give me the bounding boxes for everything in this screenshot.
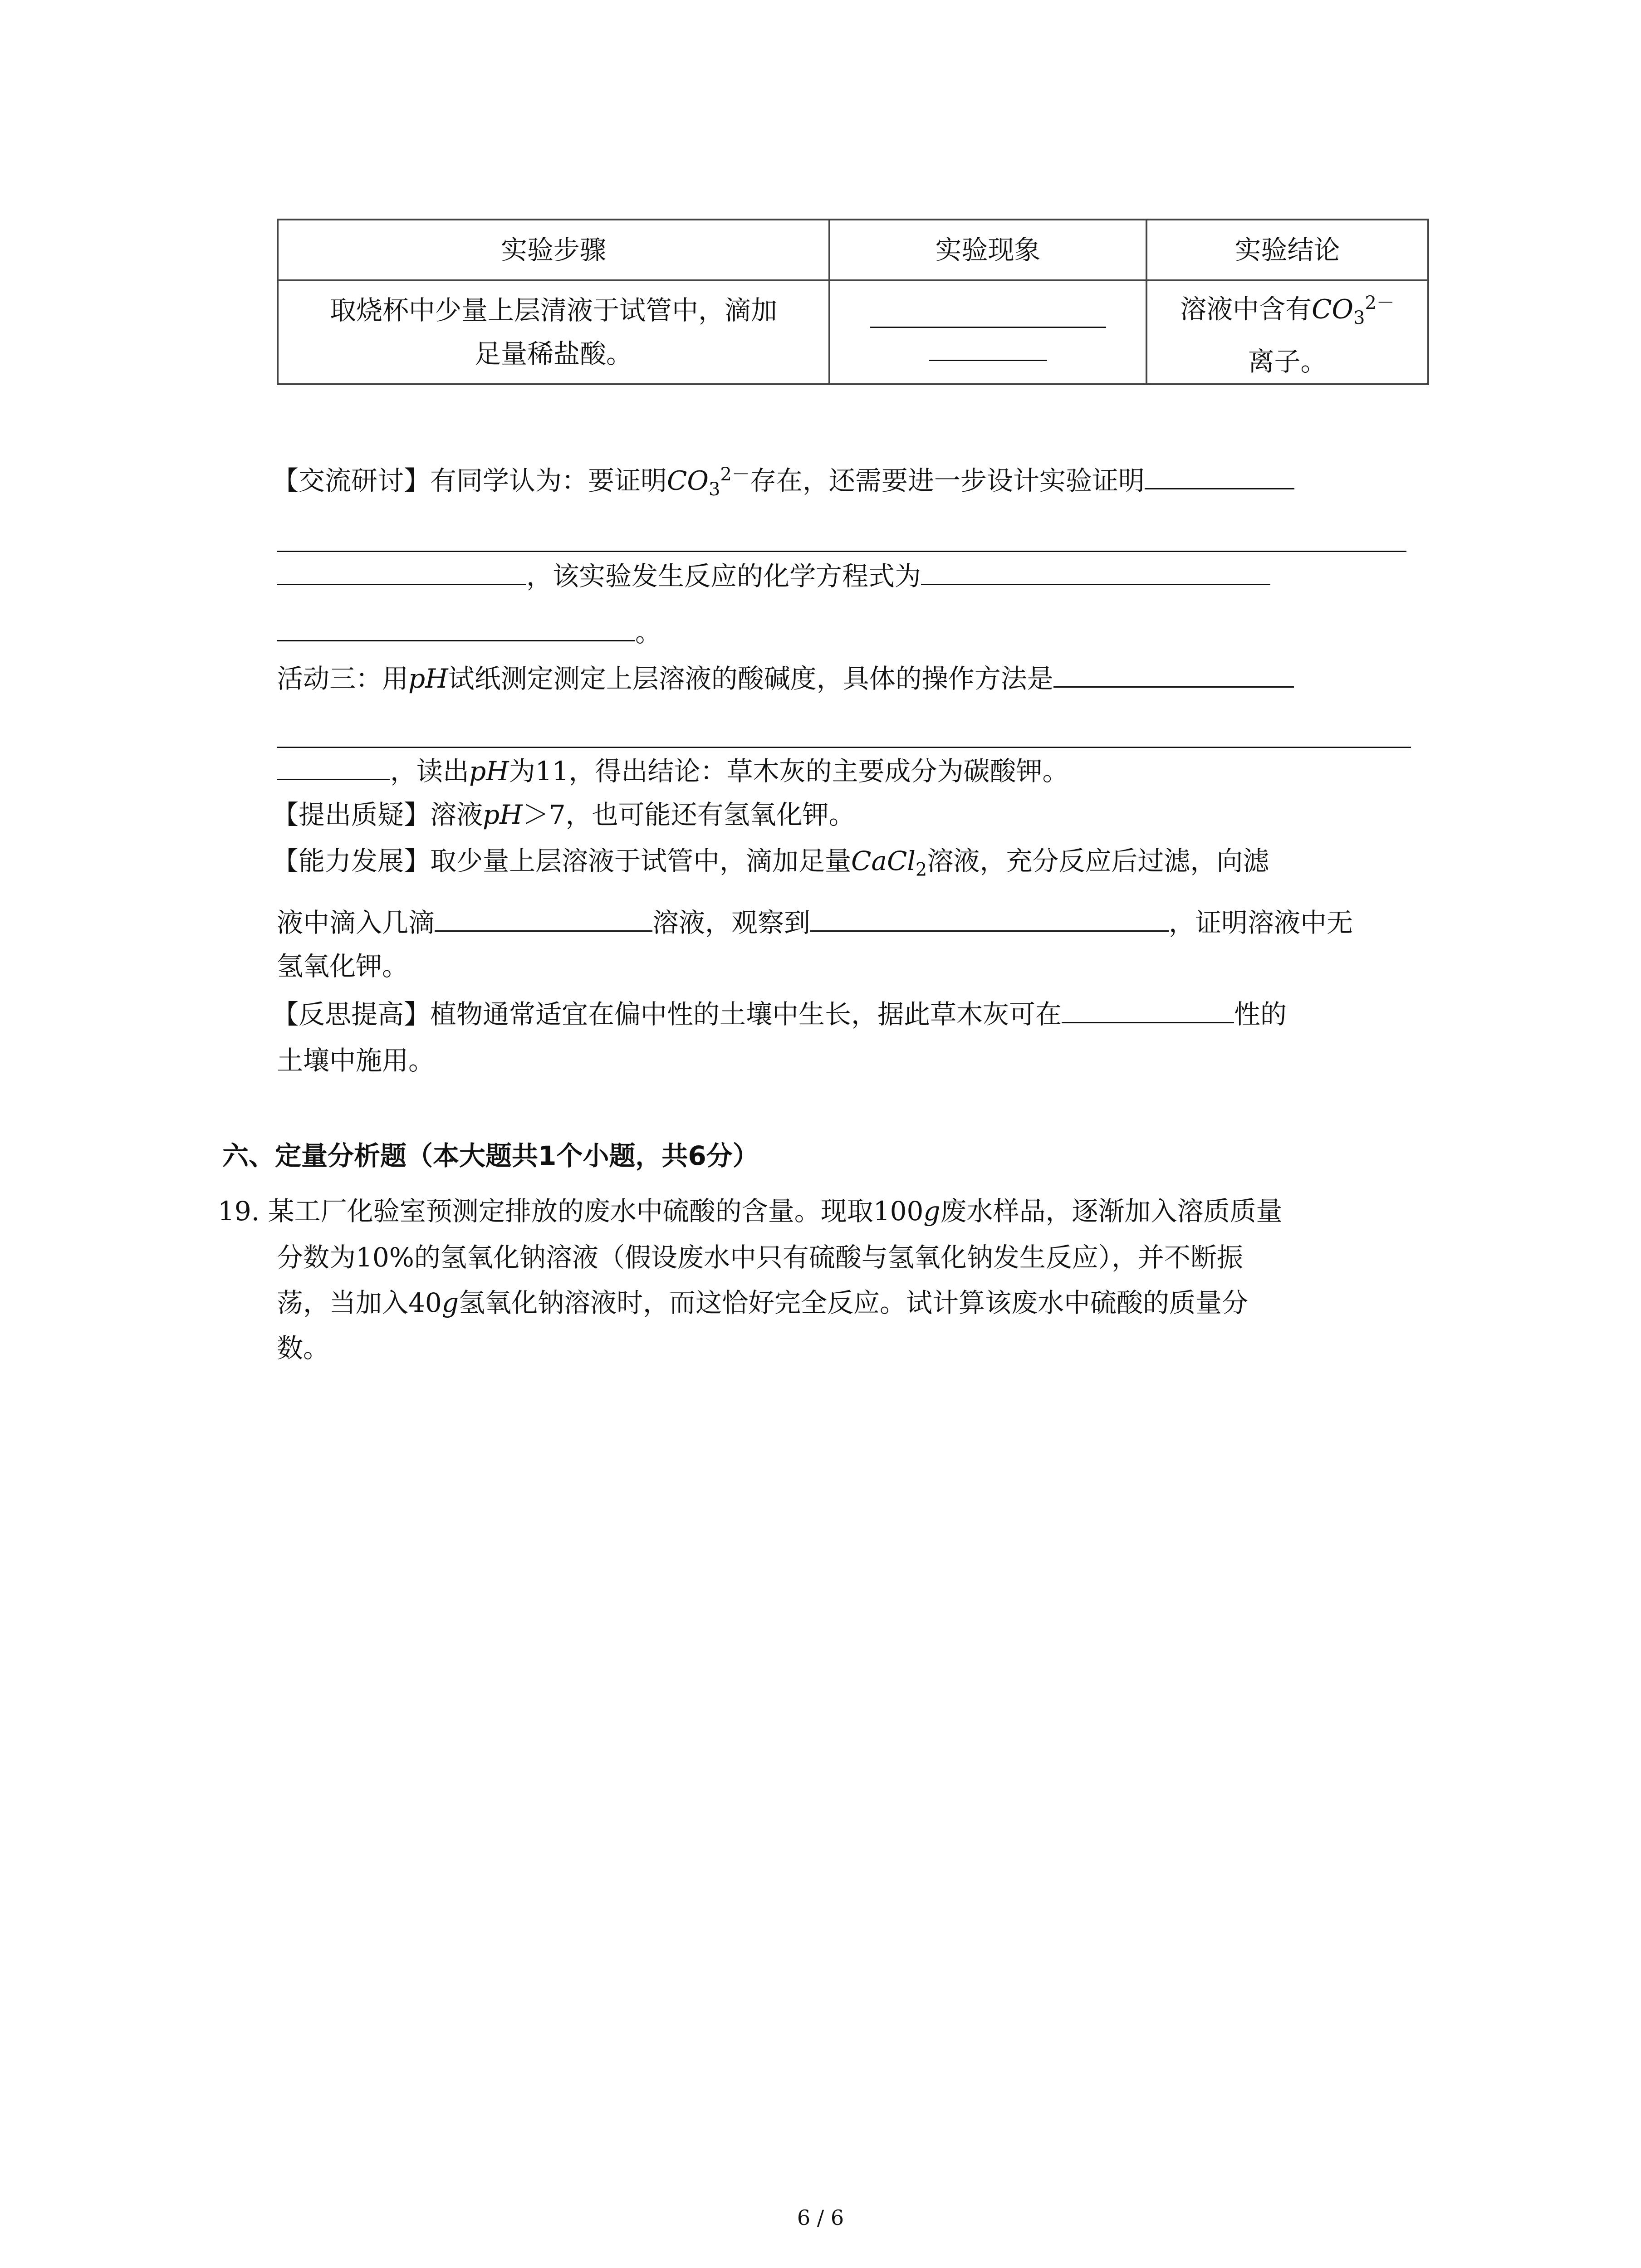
carbonate-formula: CO <box>1312 293 1354 325</box>
cell-conclusion <box>1146 280 1428 384</box>
header-phenomenon: 实验现象 <box>829 220 1146 280</box>
question-label: 【提出质疑】 <box>272 799 431 830</box>
table-header-row <box>278 220 1428 280</box>
question-text-b: ＞7，也可能还有氢氧化钾。 <box>522 799 855 830</box>
formula-superscript: 2－ <box>720 464 750 485</box>
activity3-line-3 <box>277 755 1069 787</box>
gram-unit: g <box>923 1196 941 1227</box>
step-line-2: 足量稀盐酸。 <box>474 338 632 370</box>
answer-blank-method-1[interactable] <box>1053 664 1294 688</box>
ability-text-c: 液中滴入几滴 <box>277 907 435 938</box>
section-6-title: 六、定量分析题（本大题共1个小题，共6分） <box>222 1140 759 1171</box>
ph-symbol: pH <box>408 663 448 694</box>
q19-line-3b: 氢氧化钠溶液时，而这恰好完全反应。试计算该废水中硫酸的质量分 <box>458 1287 1248 1318</box>
discussion-label: 【交流研讨】 <box>272 465 431 496</box>
reflect-text-b: 性的 <box>1234 999 1287 1030</box>
q19-line-3a: 荡，当加入40 <box>277 1287 442 1318</box>
ability-text-d: 溶液，观察到 <box>652 907 811 938</box>
answer-blank-equation-2[interactable] <box>277 617 635 641</box>
discussion-line-3 <box>277 560 1270 592</box>
formula-superscript: 2－ <box>1365 293 1395 313</box>
q19-line-3 <box>277 1286 1248 1319</box>
answer-blank-discussion-1[interactable] <box>1145 465 1294 489</box>
answer-blank-soil[interactable] <box>1062 999 1234 1023</box>
answer-blank-phenomenon-2[interactable] <box>929 336 1047 361</box>
formula-subscript: 3 <box>1353 307 1365 328</box>
answer-blank-discussion-3[interactable] <box>277 561 526 585</box>
question-line <box>272 798 855 831</box>
discussion-text-b: 存在，还需要进一步设计实验证明 <box>749 465 1145 496</box>
ability-line-3: 氢氧化钾。 <box>277 951 409 982</box>
answer-blank-method-2[interactable] <box>277 724 1411 748</box>
answer-blank-observation[interactable] <box>810 908 1169 932</box>
ph-symbol: pH <box>483 799 523 830</box>
answer-blank-phenomenon-1[interactable] <box>870 303 1106 328</box>
discussion-text-c: ，该实验发生反应的化学方程式为 <box>526 561 921 591</box>
q19-line-1 <box>218 1195 1283 1227</box>
ability-text-e: ，证明溶液中无 <box>1169 907 1353 938</box>
answer-blank-method-3[interactable] <box>277 756 390 780</box>
activity3-text-b: 试纸测定测定上层溶液的酸碱度，具体的操作方法是 <box>448 663 1053 694</box>
conclusion-line-1 <box>1147 281 1427 340</box>
page-number: 6 / 6 <box>797 2205 844 2230</box>
cacl2-formula: CaCl <box>851 846 916 876</box>
cell-phenomenon-blank[interactable] <box>829 280 1146 384</box>
ph-symbol: pH <box>469 756 509 787</box>
ability-text-b: 溶液，充分反应后过滤，向滤 <box>927 846 1269 876</box>
activity3-text-a: 活动三：用 <box>277 663 409 694</box>
carbonate-formula: CO <box>667 465 709 496</box>
activity3-line-1 <box>277 662 1294 695</box>
q19-line-4: 数。 <box>277 1333 330 1364</box>
gram-unit: g <box>441 1287 459 1318</box>
activity3-text-c: ，读出 <box>390 756 470 787</box>
reflect-line-1 <box>272 998 1287 1031</box>
answer-blank-discussion-2[interactable] <box>277 528 1406 552</box>
experiment-table <box>277 219 1429 385</box>
answer-blank-reagent[interactable] <box>435 908 652 932</box>
q19-line-1a: 某工厂化验室预测定排放的废水中硫酸的含量。现取100 <box>268 1196 924 1227</box>
formula-subscript: 3 <box>708 479 720 500</box>
reflect-text-a: 植物通常适宜在偏中性的土壤中生长，据此草木灰可在 <box>430 999 1062 1030</box>
conclusion-text: 溶液中含有 <box>1180 293 1312 325</box>
q19-number: 19. <box>218 1196 260 1227</box>
q19-line-1b: 废水样品，逐渐加入溶质质量 <box>940 1196 1283 1227</box>
q19-line-2: 分数为10%的氢氧化钠溶液（假设废水中只有硫酸与氢氧化钠发生反应），并不断振 <box>277 1242 1243 1273</box>
ability-line-1 <box>272 845 1269 886</box>
answer-blank-equation-1[interactable] <box>921 561 1270 585</box>
discussion-line-1 <box>272 458 1294 506</box>
ability-text-a: 取少量上层溶液于试管中，滴加足量 <box>430 846 852 876</box>
discussion-end: 。 <box>635 617 662 648</box>
step-line-1: 取烧杯中少量上层清液于试管中，滴加 <box>329 295 777 326</box>
ability-line-2 <box>277 906 1353 939</box>
reflect-line-2: 土壤中施用。 <box>277 1045 435 1076</box>
conclusion-line-2: 离子。 <box>1248 346 1327 377</box>
discussion-text-a: 有同学认为：要证明 <box>430 465 667 496</box>
reflect-label: 【反思提高】 <box>272 999 431 1030</box>
cell-step <box>278 280 829 384</box>
header-conclusion: 实验结论 <box>1146 220 1428 280</box>
header-step: 实验步骤 <box>278 220 829 280</box>
discussion-line-4 <box>277 616 661 649</box>
formula-subscript: 2 <box>915 859 927 880</box>
table-row <box>278 280 1428 384</box>
activity3-text-d: 为11，得出结论：草木灰的主要成分为碳酸钾。 <box>509 756 1069 787</box>
question-text-a: 溶液 <box>430 799 483 830</box>
ability-label: 【能力发展】 <box>272 846 431 876</box>
